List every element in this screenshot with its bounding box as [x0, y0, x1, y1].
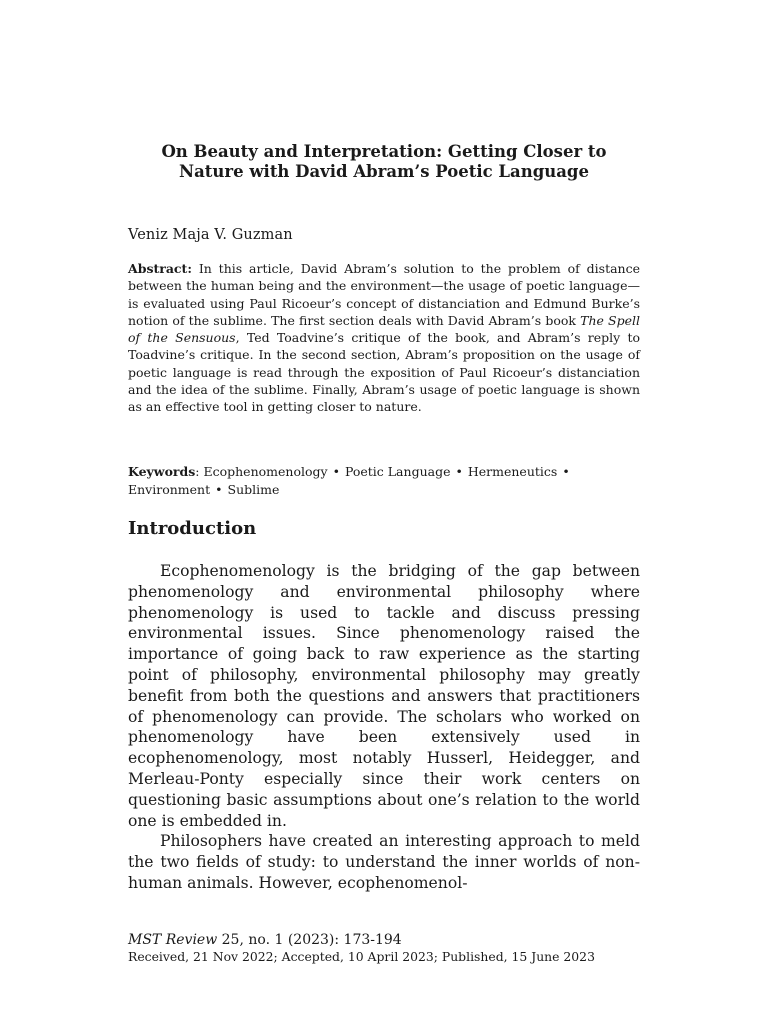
journal-name: MST Review: [128, 932, 218, 948]
keyword-separator: •: [562, 464, 570, 479]
keyword-item: Poetic Language: [344, 464, 451, 479]
keyword-item: Hermeneutics: [467, 464, 558, 479]
keyword-item: Sublime: [227, 481, 280, 497]
body-paragraph: Philosophers have created an interesting approach to meld the two fields of study: to understand the inner worlds of non-human animals. However, ecophenomenol-: [128, 832, 640, 892]
abstract-text-before: In this article, David Abram’s solution to the problem of distance between the human being and the environment—the usage of poetic language—is evaluated using Paul Ricoeur’s concept of distanciation and Edmund Burke’s notion of the sublime. The first section deals with David Abram’s book: [128, 261, 640, 328]
abstract-text-after: , Ted Toadvine’s critique of the book, and Abram’s reply to Toadvine’s critique. In the second section, Abram’s proposition on the usage of poetic language is read through the exposition of Paul Ricoeur’s distanciation and the idea of the sublime. Finally, Abram’s usage of poetic language is shown as an effective tool in getting closer to nature.: [128, 330, 640, 415]
citation-details: 25, no. 1 (2023): 173-194: [217, 932, 402, 948]
keyword-item: Environment: [128, 481, 211, 497]
keyword-separator: •: [332, 464, 340, 479]
section-heading: Introduction: [128, 518, 257, 539]
keyword-item: Ecophenomenology: [203, 464, 328, 479]
keywords-colon: :: [195, 464, 204, 479]
keyword-separator: •: [215, 481, 223, 497]
body-text: [128, 561, 640, 894]
abstract-book-title: The Spell of the Sensuous: [128, 312, 641, 346]
keywords-label: Keywords: [128, 464, 196, 479]
abstract-label: Abstract:: [128, 261, 192, 276]
body-paragraph: Ecophenomenology is the bridging of the gap between phenomenology and environmental philosophy where phenomenology is used to tackle and discuss pressing environmental issues. Since phenomenology raised the importance of going back to raw experience as the starting point of philosophy, environmental philosophy may greatly benefit from both the questions and answers that practitioners of phenomenology can provide. The scholars who worked on phenomenology have been extensively used in ecophenomenology, most notably Husserl, Heidegger, and Merleau-Ponty especially since their work centers on questioning basic assumptions about one’s relation to the world one is embedded in.: [128, 562, 640, 830]
page-footer: [128, 932, 648, 965]
article-title: [128, 142, 640, 182]
title-line-2: Nature with David Abram’s Poetic Language: [179, 162, 589, 181]
publication-dates: Received, 21 Nov 2022; Accepted, 10 April 2023; Published, 15 June 2023: [128, 949, 595, 964]
journal-citation: [128, 932, 648, 949]
abstract: [128, 260, 640, 416]
author-name: Veniz Maja V. Guzman: [128, 227, 293, 243]
keyword-separator: •: [455, 464, 463, 479]
keywords: [128, 463, 640, 498]
title-line-1: On Beauty and Interpretation: Getting Closer to: [161, 142, 607, 161]
